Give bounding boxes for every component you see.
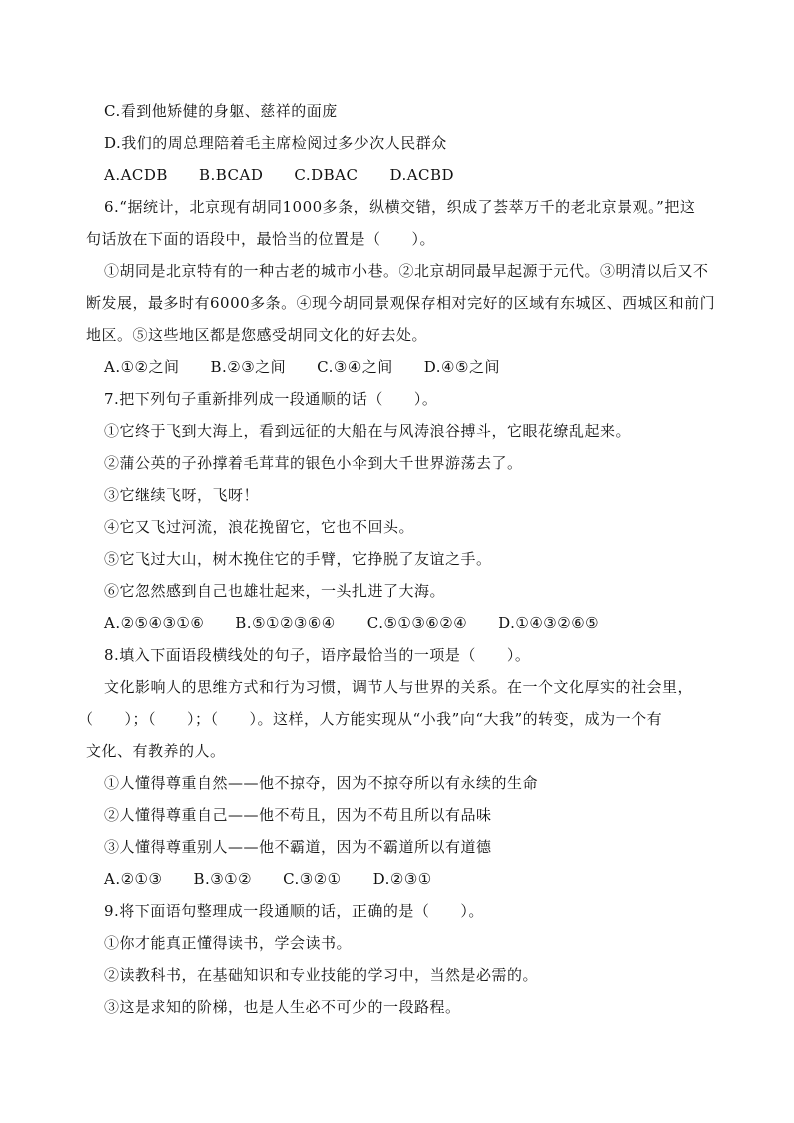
question-9-sentence-3: ③这是求知的阶梯，也是人生必不可少的一段路程。 xyxy=(104,998,461,1016)
question-6-stem: 6.“据统计，北京现有胡同1000多条，纵横交错，织成了荟萃万千的老北京景观。”把这 xyxy=(104,198,696,216)
question-7-stem: 7.把下列句子重新排列成一段通顺的话（ ）。 xyxy=(104,390,438,408)
question-7-sentence-1: ①它终于飞到大海上，看到远征的大船在与风涛浪谷搏斗，它眼花缭乱起来。 xyxy=(104,422,632,440)
question-8-sentence-2: ②人懂得尊重自己——他不苟且，因为不苟且所以有品味 xyxy=(104,806,492,824)
question-8-passage-blanks: （ ）；（ ）；（ ）。这样，人方能实现从“小我”向“大我”的转变，成为一个有 xyxy=(78,710,663,728)
option-c-line: C.看到他矫健的身躯、慈祥的面庞 xyxy=(104,102,338,120)
question-7-sentence-5: ⑤它飞过大山，树木挽住它的手臂，它挣脱了友谊之手。 xyxy=(104,550,492,568)
question-7-sentence-4: ④它又飞过河流，浪花挽留它，它也不回头。 xyxy=(104,518,415,536)
question-6-passage-cont: 断发展，最多时有6000多条。④现今胡同景观保存相对完好的区域有东城区、西城区和前门 xyxy=(86,294,716,312)
question-8-passage-end: 文化、有教养的人。 xyxy=(86,742,226,760)
question-8-sentence-1: ①人懂得尊重自然——他不掠夺，因为不掠夺所以有永续的生命 xyxy=(104,774,539,792)
option-d-line: D.我们的周总理陪着毛主席检阅过多少次人民群众 xyxy=(104,134,447,152)
answer-choices-q5: A.ACDB B.BCAD C.DBAC D.ACBD xyxy=(104,166,455,184)
answer-choices-q7: A.②⑤④③①⑥ B.⑤①②③⑥④ C.⑤①③⑥②④ D.①④③②⑥⑤ xyxy=(104,614,600,632)
question-7-sentence-6: ⑥它忽然感到自己也雄壮起来，一头扎进了大海。 xyxy=(104,582,446,600)
question-8-stem: 8.填入下面语段横线处的句子，语序最恰当的一项是（ ）。 xyxy=(104,646,531,664)
answer-choices-q6: A.①②之间 B.②③之间 C.③④之间 D.④⑤之间 xyxy=(104,358,500,376)
question-7-sentence-3: ③它继续飞呀，飞呀！ xyxy=(104,486,260,504)
question-8-passage: 文化影响人的思维方式和行为习惯，调节人与世界的关系。在一个文化厚实的社会里， xyxy=(104,678,694,696)
question-8-sentence-3: ③人懂得尊重别人——他不霸道，因为不霸道所以有道德 xyxy=(104,838,492,856)
question-7-sentence-2: ②蒲公英的子孙撑着毛茸茸的银色小伞到大千世界游荡去了。 xyxy=(104,454,523,472)
question-9-sentence-2: ②读教科书，在基础知识和专业技能的学习中，当然是必需的。 xyxy=(104,966,539,984)
question-6-passage: ①胡同是北京特有的一种古老的城市小巷。②北京胡同最早起源于元代。③明清以后又不 xyxy=(104,262,709,280)
answer-choices-q8: A.②①③ B.③①② C.③②① D.②③① xyxy=(104,870,432,888)
question-6-passage-end: 地区。⑤这些地区都是您感受胡同文化的好去处。 xyxy=(86,326,428,344)
question-9-stem: 9.将下面语句整理成一段通顺的话，正确的是（ ）。 xyxy=(104,902,484,920)
question-9-sentence-1: ①你才能真正懂得读书，学会读书。 xyxy=(104,934,353,952)
question-6-stem-cont: 句话放在下面的语段中，最恰当的位置是（ ）。 xyxy=(86,230,436,248)
